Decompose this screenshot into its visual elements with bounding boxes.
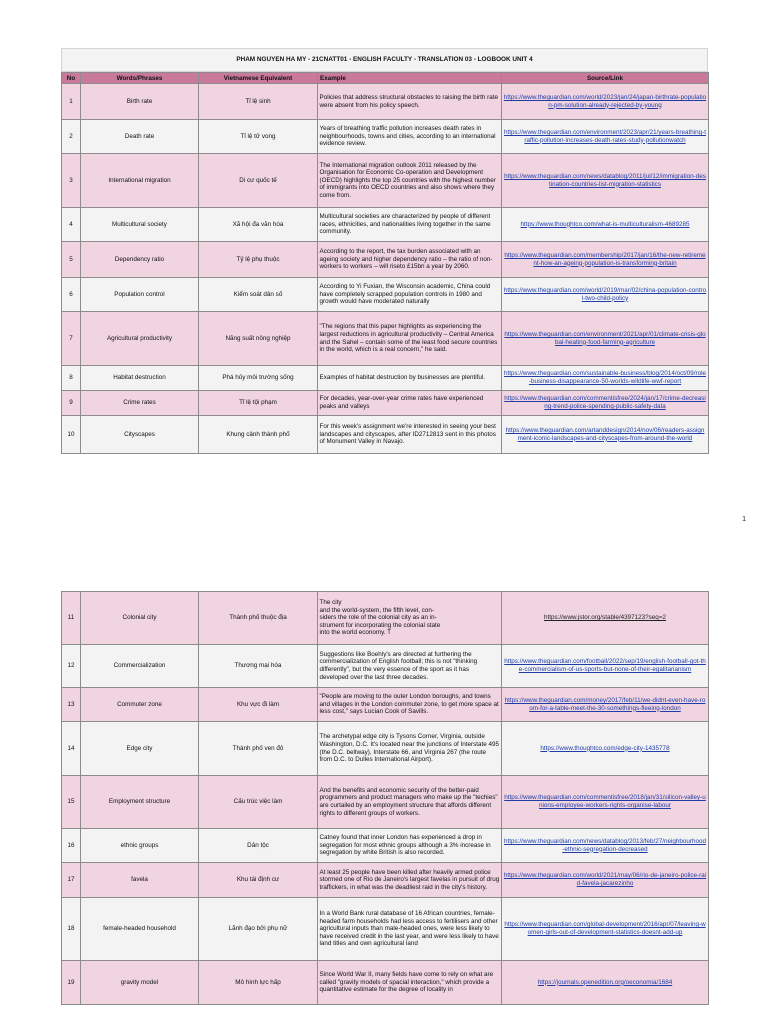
- example-text: Multicultural societies are characterized by people of different races, ethnicities, and nationalities living together in the same community.: [318, 208, 502, 242]
- word-phrase: Multicultural society: [81, 208, 199, 242]
- example-text: Catney found that inner London has experienced a drop in segregation for most ethnic groups although a 3% increase in segregation by white British is also recorded.: [318, 829, 502, 863]
- row-number: 15: [62, 776, 81, 829]
- row-number: 5: [62, 242, 81, 278]
- row-number: 19: [62, 961, 81, 1005]
- logbook-page-2: [61, 591, 708, 1005]
- word-phrase: Death rate: [81, 120, 199, 154]
- example-text: Years of breathing traffic pollution increases death rates in neighbourhoods, towns and cities, according to an international evidence review.: [318, 120, 502, 154]
- word-phrase: Dependency ratio: [81, 242, 199, 278]
- source-link[interactable]: https://www.theguardian.com/world/2023/jan/24/japan-birthrate-population-pm-solution-already-rejected-by-young: [503, 93, 707, 109]
- word-phrase: International migration: [81, 154, 199, 208]
- source-link[interactable]: https://www.theguardian.com/environment/2023/apr/21/years-breathing-traffic-pollution-increases-death-rates-study-pollutionwatch: [504, 128, 706, 144]
- example-text: In a World Bank rural database of 16 African countries, female-headed farm households had less access to fertilisers and other agricultural inputs than male-headed ones, were less likely to have received credit in the last year, and were less likely to have land titles and own agricultural land: [318, 898, 502, 961]
- example-text: Suggestions like Boehly's are directed at furthering the commercialization of English football; this is not "thinking differently", but the very essence of the sport as it has developed over the last three decades.: [318, 645, 502, 688]
- source-cell: [502, 863, 709, 898]
- row-number: 11: [62, 592, 81, 645]
- vietnamese-equivalent: Thành phố ven đô: [199, 722, 318, 776]
- table-row: [62, 278, 709, 312]
- word-phrase: Cityscapes: [81, 416, 199, 454]
- vietnamese-equivalent: Phá hủy môi trường sống: [199, 366, 318, 391]
- source-cell: [502, 722, 709, 776]
- header-words: Words/Phrases: [81, 73, 199, 84]
- header-source: Source/Link: [502, 73, 709, 84]
- source-link[interactable]: https://www.thoughtco.com/edge-city-1435778: [540, 744, 670, 752]
- word-phrase: Birth rate: [81, 84, 199, 120]
- table-row: [62, 776, 709, 829]
- table-row: [62, 416, 709, 454]
- row-number: 13: [62, 688, 81, 722]
- table-row: [62, 961, 709, 1005]
- vocabulary-table-page-1: [61, 72, 709, 454]
- vietnamese-equivalent: Tỉ lệ sinh: [199, 84, 318, 120]
- vietnamese-equivalent: Tỉ lệ tử vong: [199, 120, 318, 154]
- vietnamese-equivalent: Di cư quốc tế: [199, 154, 318, 208]
- page-number: 1: [742, 514, 747, 523]
- source-link[interactable]: https://www.theguardian.com/world/2019/mar/02/china-population-control-two-child-policy: [503, 286, 707, 302]
- vietnamese-equivalent: Tỷ lệ phụ thuộc: [199, 242, 318, 278]
- vietnamese-equivalent: Cấu trúc việc làm: [199, 776, 318, 829]
- vietnamese-equivalent: Xã hội đa văn hóa: [199, 208, 318, 242]
- table-row: [62, 898, 709, 961]
- source-link[interactable]: https://www.theguardian.com/world/2021/may/06/rio-de-janeiro-police-raid-favela-jacarezinho: [503, 872, 707, 887]
- table-row: [62, 592, 709, 645]
- vietnamese-equivalent: Lãnh đạo bởi phụ nữ: [199, 898, 318, 961]
- source-cell: [502, 391, 709, 416]
- source-cell: [502, 312, 709, 366]
- row-number: 10: [62, 416, 81, 454]
- row-number: 17: [62, 863, 81, 898]
- vietnamese-equivalent: Năng suất nông nghiệp: [199, 312, 318, 366]
- source-link[interactable]: https://www.theguardian.com/commentisfree/2024/jan/17/crime-decreasing-trend-police-spending-public-safety-data: [504, 395, 706, 410]
- example-text: Policies that address structural obstacles to raising the birth rate were absent from his policy speech.: [318, 84, 502, 120]
- table-row: [62, 645, 709, 688]
- example-text: And the benefits and economic security of the better-paid programmers and product managers who make up the "techies" are curtailed by an employment structure that affords different rights to different groups of workers.: [318, 776, 502, 829]
- row-number: 16: [62, 829, 81, 863]
- source-link[interactable]: https://www.theguardian.com/money/2017/feb/11/we-didnt-even-have-room-for-a-table-meet-the-30-somethings-fleeing-london: [504, 696, 706, 712]
- source-cell: [502, 776, 709, 829]
- source-link[interactable]: https://www.jstor.org/stable/4397123?seq=2: [544, 614, 666, 622]
- example-text: Examples of habitat destruction by businesses are plentiful.: [318, 366, 502, 391]
- document-title: PHAM NGUYEN HA MY - 21CNATT01 - ENGLISH FACULTY - TRANSLATION 03 - LOGBOOK UNIT 4: [61, 48, 708, 72]
- source-cell: [502, 154, 709, 208]
- example-text: "The regions that this paper highlights as experiencing the largest reductions in agricultural productivity – Central America and the Sahel – contain some of the least food secure countries in the world, which is a real concern," he said.: [318, 312, 502, 366]
- source-cell: [502, 208, 709, 242]
- row-number: 1: [62, 84, 81, 120]
- source-link[interactable]: https://www.theguardian.com/commentisfree/2018/jan/31/silicon-valley-unions-employee-workers-rights-organise-labour: [504, 794, 706, 809]
- word-phrase: gravity model: [81, 961, 199, 1005]
- example-text: For decades, year-over-year crime rates have experienced peaks and valleys: [318, 391, 502, 416]
- source-cell: [502, 416, 709, 454]
- vietnamese-equivalent: Khu vực đi làm: [199, 688, 318, 722]
- vietnamese-equivalent: Thành phố thuộc địa: [199, 592, 318, 645]
- vietnamese-equivalent: Mô hình lực hấp: [199, 961, 318, 1005]
- example-text: "People are moving to the outer London boroughs, and towns and villages in the London commuter zone, to get more space at less cost," says Lucian Cook of Savills.: [318, 688, 502, 722]
- source-link[interactable]: https://journals.openedition.org/oeconomia/1684: [537, 978, 673, 986]
- example-text: The International migration outlook 2011 released by the Organisation for Economic Co-operation and Development (OECD) highlights the top 25 countries with the highest number of immigrants into OECD countries and also shows where they come from.: [318, 154, 502, 208]
- vietnamese-equivalent: Khu tái định cư: [199, 863, 318, 898]
- word-phrase: Commuter zone: [81, 688, 199, 722]
- word-phrase: Edge city: [81, 722, 199, 776]
- row-number: 18: [62, 898, 81, 961]
- table-row: [62, 391, 709, 416]
- word-phrase: Agricultural productivity: [81, 312, 199, 366]
- table-header-row: [62, 73, 709, 84]
- vietnamese-equivalent: Tỉ lệ tội phạm: [199, 391, 318, 416]
- table-row: [62, 829, 709, 863]
- source-link[interactable]: https://www.theguardian.com/environment/2021/apr/01/climate-crisis-global-heating-food-farming-agriculture: [504, 330, 706, 346]
- source-cell: [502, 592, 709, 645]
- word-phrase: Crime rates: [81, 391, 199, 416]
- example-text: The archetypal edge city is Tysons Corner, Virginia, outside Washington, D.C. It's located near the junctions of Interstate 495 (the D.C. beltway), Interstate 66, and Virginia 267 (the route from D.C. to Dulles International Airport).: [318, 722, 502, 776]
- example-text: The city and the world-system, the fifth level, con- siders the role of the colonial city as an in- strument for incorporating the colonial state into the world economy. T: [318, 592, 502, 645]
- table-row: [62, 208, 709, 242]
- vocabulary-table-page-2: [61, 591, 709, 1005]
- source-cell: [502, 84, 709, 120]
- word-phrase: Employment structure: [81, 776, 199, 829]
- source-cell: [502, 120, 709, 154]
- source-cell: [502, 366, 709, 391]
- source-link[interactable]: https://www.theguardian.com/news/datablog/2013/feb/27/neighbourhood-ethnic-segregation-decreased: [504, 837, 706, 853]
- header-vietnamese: Vietnamese Equivalent: [199, 73, 318, 84]
- example-text: According to the report, the tax burden associated with an ageing society and higher dependency ratio – the ratio of non-workers to workers – will riseto £15bn a year by 2060.: [318, 242, 502, 278]
- row-number: 9: [62, 391, 81, 416]
- source-cell: [502, 688, 709, 722]
- table-row: [62, 242, 709, 278]
- vietnamese-equivalent: Kiểm soát dân số: [199, 278, 318, 312]
- table-row: [62, 312, 709, 366]
- source-link[interactable]: https://www.theguardian.com/artanddesign/2014/nov/06/readers-assignment-iconic-landscapes-and-cityscapes-from-around-the-world: [505, 426, 705, 442]
- example-text: At least 25 people have been killed after heavily armed police stormed one of Rio de Janeiro's largest favelas in pursuit of drug traffickers, in what was the deadliest raid in the city's history.: [318, 863, 502, 898]
- table-row: [62, 84, 709, 120]
- word-phrase: Colonial city: [81, 592, 199, 645]
- vietnamese-equivalent: Dân tộc: [199, 829, 318, 863]
- example-text: According to Yi Fuxian, the Wisconsin academic, China could have completely scrapped population controls in 1980 and growth would have moderated naturally: [318, 278, 502, 312]
- source-cell: [502, 278, 709, 312]
- word-phrase: Population control: [81, 278, 199, 312]
- source-cell: [502, 898, 709, 961]
- word-phrase: Commercialization: [81, 645, 199, 688]
- logbook-page-1: [61, 48, 708, 454]
- example-text: Since World War II, many fields have come to rely on what are called "gravity models of spacial interaction," which provide a quantitative estimate for the degree of locality in: [318, 961, 502, 1005]
- table-row: [62, 688, 709, 722]
- source-link[interactable]: https://www.theguardian.com/football/2022/sep/19/english-football-got-the-commercialism-of-us-sports-but-none-of-their-egalitarianism: [504, 658, 706, 673]
- row-number: 3: [62, 154, 81, 208]
- vietnamese-equivalent: Khung cảnh thành phố: [199, 416, 318, 454]
- source-link[interactable]: https://www.theguardian.com/membership/2017/jan/16/the-new-retirement-how-an-ageing-population-is-transforming-britain: [504, 251, 706, 267]
- source-link[interactable]: https://www.theguardian.com/global-development/2016/apr/07/leaving-women-girls-out-of-development-statistics-doesnt-add-up: [504, 921, 706, 936]
- word-phrase: ethnic groups: [81, 829, 199, 863]
- word-phrase: female-headed household: [81, 898, 199, 961]
- source-cell: [502, 242, 709, 278]
- vietnamese-equivalent: Thương mại hóa: [199, 645, 318, 688]
- word-phrase: favela: [81, 863, 199, 898]
- row-number: 4: [62, 208, 81, 242]
- header-example: Example: [318, 73, 502, 84]
- table-row: [62, 863, 709, 898]
- table-row: [62, 154, 709, 208]
- table-row: [62, 722, 709, 776]
- row-number: 6: [62, 278, 81, 312]
- source-cell: [502, 645, 709, 688]
- table-row: [62, 366, 709, 391]
- row-number: 8: [62, 366, 81, 391]
- row-number: 7: [62, 312, 81, 366]
- word-phrase: Habitat destruction: [81, 366, 199, 391]
- row-number: 14: [62, 722, 81, 776]
- table-row: [62, 120, 709, 154]
- source-cell: [502, 829, 709, 863]
- row-number: 12: [62, 645, 81, 688]
- header-no: No: [62, 73, 81, 84]
- source-link[interactable]: https://www.theguardian.com/sustainable-business/blog/2014/oct/09/role-business-disappearance-50-worlds-wildlife-wwf-report: [504, 370, 706, 385]
- row-number: 2: [62, 120, 81, 154]
- source-cell: [502, 961, 709, 1005]
- source-link[interactable]: https://www.theguardian.com/news/datablog/2011/jul/12/immigration-destination-countries-list-migration-statistics: [504, 172, 706, 188]
- example-text: For this week's assignment we're interested in seeing your best landscapes and cityscapes, after ID2712813 sent in this photos of Monument Valley in Navajo.: [318, 416, 502, 454]
- source-link[interactable]: https://www.thoughtco.com/what-is-multiculturalism-4689285: [520, 220, 690, 228]
